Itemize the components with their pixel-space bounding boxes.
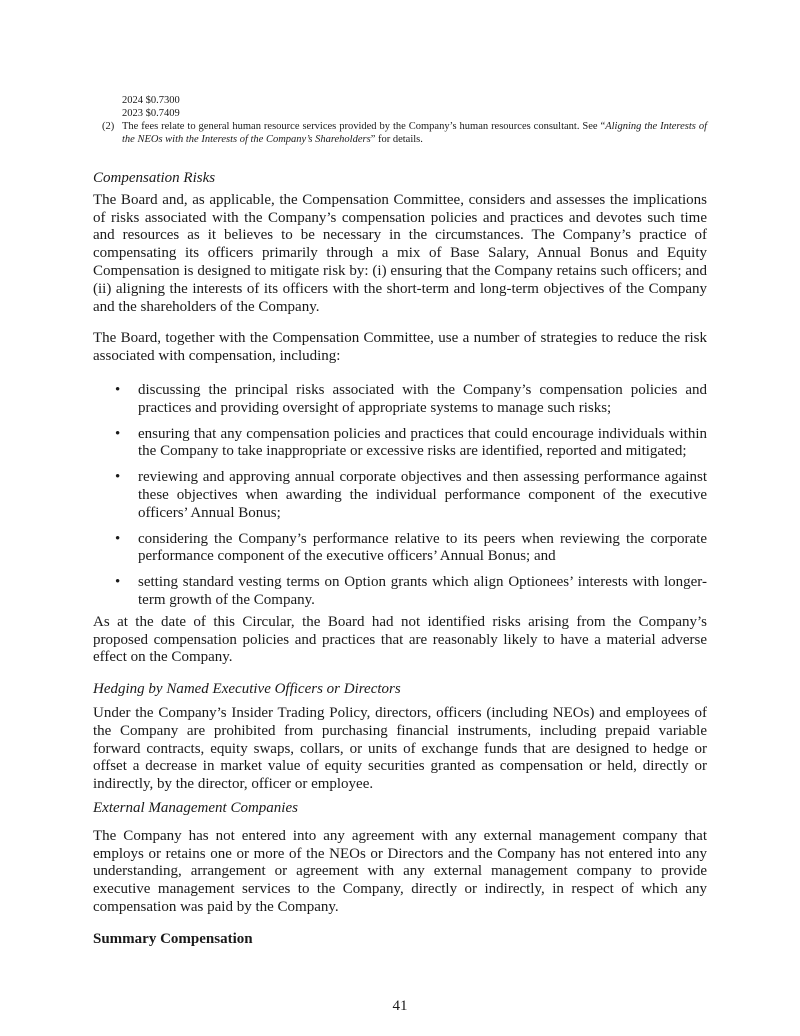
compensation-risks-para1: The Board and, as applicable, the Compensation Committee, considers and assesses the implications of risks associated with the Company’s compensation policies and practices and devotes such time and resources as it believes to be necessary in the circumstances. The Company’s practice of compensating its officers primarily through a mix of Base Salary, Annual Bonus and Equity Compensation is designed to mitigate risk by: (i) ensuring that the Company retains such officers; and (ii) aligning the interests of its officers with the short-term and long-term objectives of the Company and the shareholders of the Company. (93, 191, 707, 315)
footnote-end: ” for details. (370, 134, 423, 145)
footnote-number: (2) (102, 121, 115, 132)
bullet-icon: • (115, 381, 121, 398)
list-item-text: considering the Company’s performance relative to its peers when reviewing the corporate performance component of the executive officers’ Annual Bonus; and (138, 530, 707, 565)
summary-compensation-heading: Summary Compensation (93, 930, 253, 947)
external-management-heading: External Management Companies (93, 799, 298, 816)
list-item-text: ensuring that any compensation policies and practices that could encourage individuals within the Company to take inappropriate or excessive risks are identified, reported and mitigated; (138, 425, 707, 460)
compensation-risks-heading: Compensation Risks (93, 170, 216, 186)
footnote-text: The fees relate to general human resource services provided by the Company’s human resources consultant. See “ (122, 121, 606, 132)
compensation-risks-para2: The Board, together with the Compensation Committee, use a number of strategies to reduce the risk associated with compensation, including: (93, 330, 707, 365)
risk-strategies-list (93, 382, 707, 610)
external-management-para: The Company has not entered into any agreement with any external management company that employs or retains one or more of the NEOs or Directors and the Company has not entered into any understanding, arrangement or agreement with any external management company to provide executive management services to the Company, directly or indirectly, in respect of which any compensation was paid by the Company. (93, 827, 707, 915)
footnote-2 (93, 120, 707, 146)
bullet-icon: • (115, 469, 121, 486)
list-item-text: setting standard vesting terms on Option grants which align Optionees’ interests with longer-term growth of the Company. (138, 574, 707, 608)
rate-2024: 2024 $0.7300 (122, 95, 180, 106)
hedging-heading: Hedging by Named Executive Officers or Directors (93, 681, 401, 698)
bullet-icon: • (115, 425, 121, 442)
page-number: 41 (392, 998, 408, 1015)
bullet-icon: • (115, 530, 121, 547)
list-item (93, 531, 707, 567)
exchange-rates (93, 94, 707, 120)
list-item (93, 574, 707, 610)
list-item-text: discussing the principal risks associated with the Company’s compensation policies and practices and providing oversight of appropriate systems to manage such risks; (138, 381, 707, 416)
footnote-reference: Aligning the Interests of the NEOs with the Interests of the Company’s Shareholders (122, 121, 708, 145)
bullet-icon: • (115, 574, 121, 591)
rate-2023: 2023 $0.7409 (122, 108, 180, 119)
list-item (93, 382, 707, 418)
hedging-para: Under the Company’s Insider Trading Policy, directors, officers (including NEOs) and employees of the Company are prohibited from purchasing financial instruments, including prepaid variable forward contracts, equity swaps, collars, or units of exchange funds that are designed to hedge or offset a decrease in market value of equity securities granted as compensation or held, directly or indirectly, by the director, officer or employee. (93, 704, 707, 793)
list-item (93, 469, 707, 522)
list-item-text: reviewing and approving annual corporate objectives and then assessing performance against these objectives when awarding the individual performance component of the executive officers’ Annual Bonus; (138, 469, 707, 521)
list-item (93, 426, 707, 462)
compensation-risks-para3: As at the date of this Circular, the Board had not identified risks arising from the Company’s proposed compensation policies and practices that are reasonably likely to have a material adverse effect on the Company. (93, 613, 707, 666)
